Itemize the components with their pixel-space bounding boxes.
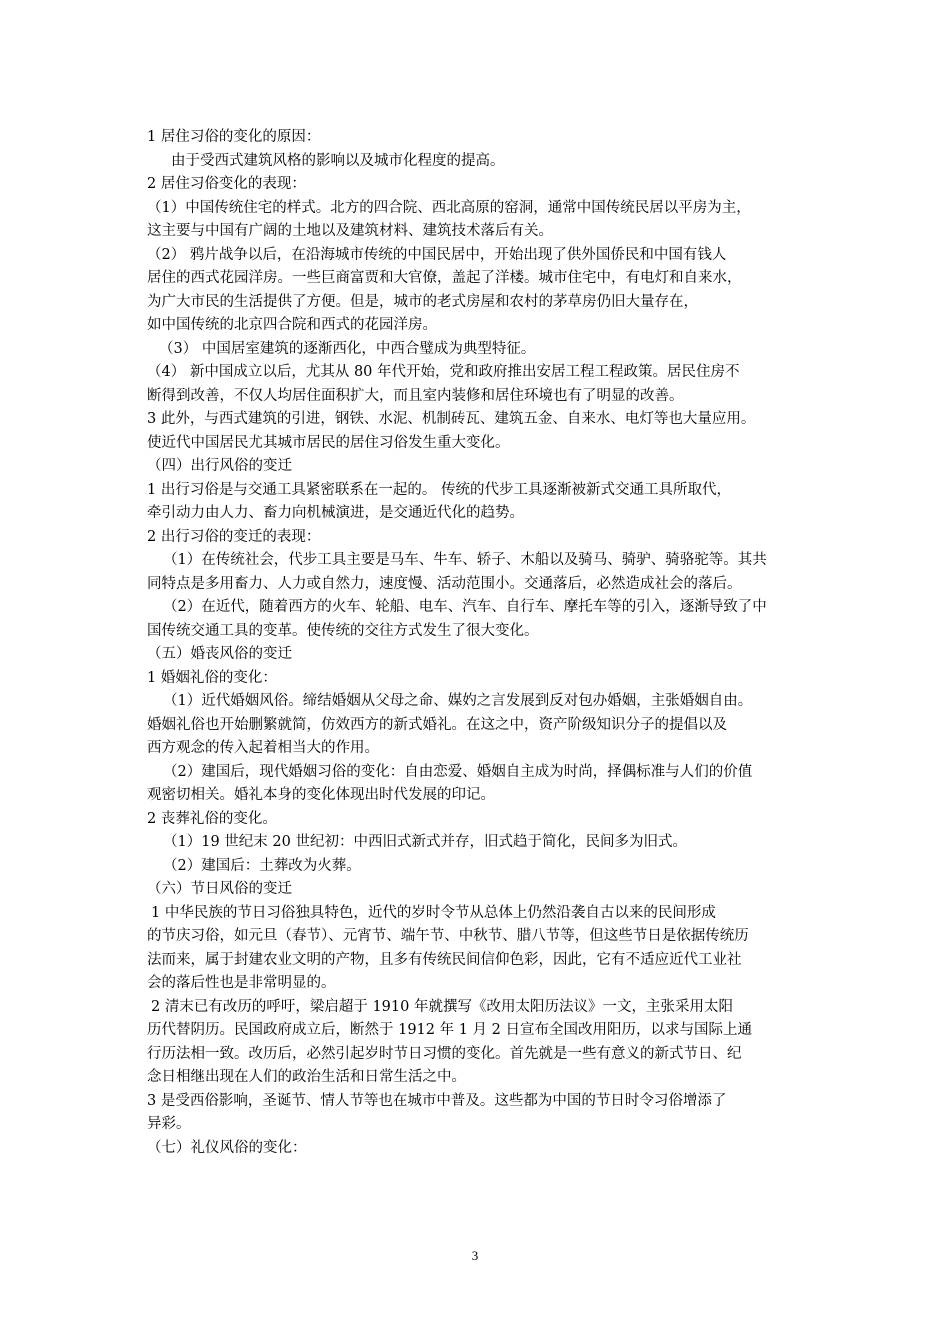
paragraph-line: 异彩。 xyxy=(147,1116,191,1132)
paragraph-line: 的节庆习俗，如元旦（春节）、元宵节、端午节、中秋节、腊八节等，但这些节日是依据传统历 xyxy=(147,928,749,944)
heading-line: 1 居住习俗的变化的原因： xyxy=(147,129,321,145)
paragraph-line: 1 中华民族的节日习俗独具特色，近代的岁时令节从总体上仍然沿袭自古以来的民间形成 xyxy=(151,904,716,921)
paragraph-line: 会的落后性也是非常明显的。 xyxy=(147,975,336,991)
paragraph-line: 国传统交通工具的变革。使传统的交往方式发生了很大变化。 xyxy=(147,622,539,639)
section-heading: （四）出行风俗的变迁 xyxy=(147,458,292,474)
paragraph-line: 牵引动力由人力、畜力向机械演进，是交通近代化的趋势。 xyxy=(147,505,524,521)
paragraph-line: （2）建国后，现代婚姻习俗的变化：自由恋爱、婚姻自主成为时尚，择偶标准与人们的价值 xyxy=(163,763,753,780)
paragraph-line: 1 出行习俗是与交通工具紧密联系在一起的。 传统的代步工具逐渐被新式交通工具所取代， xyxy=(147,481,731,498)
paragraph-line: 婚姻礼俗也开始删繁就简，仿效西方的新式婚礼。在这之中，资产阶级知识分子的提倡以及 xyxy=(147,716,727,733)
paragraph-line: （1）中国传统住宅的样式。北方的四合院、西北高原的窑洞，通常中国传统民居以平房为主， xyxy=(147,199,751,216)
paragraph-line: 同特点是多用畜力、人力或自然力，速度慢、活动范围小。交通落后，必然造成社会的落后。 xyxy=(147,575,742,592)
paragraph-line: 由于受西式建筑风格的影响以及城市化程度的提高。 xyxy=(171,152,505,169)
paragraph-line: 行历法相一致。改历后，必然引起岁时节日习惯的变化。首先就是一些有意义的新式节日、纪 xyxy=(147,1045,742,1062)
paragraph-line: （3） 中国居室建筑的逐渐西化，中西合璧成为典型特征。 xyxy=(159,340,536,357)
paragraph-line: 3 此外，与西式建筑的引进，钢铁、水泥、机制砖瓦、建筑五金、自来水、电灯等也大量应用。 xyxy=(147,411,756,427)
paragraph-line: 法而来，属于封建农业文明的产物，且多有传统民间信仰色彩，因此，它有不适应近代工业社 xyxy=(147,951,742,968)
paragraph-line: 为广大市民的生活提供了方便。但是，城市的老式房屋和农村的茅草房仍旧大量存在， xyxy=(147,293,698,310)
heading-line: 2 居住习俗变化的表现： xyxy=(147,176,306,192)
paragraph-line: （1）19 世纪末 20 世纪初：中西旧式新式并存，旧式趋于简化，民间多为旧式。 xyxy=(163,834,687,850)
heading-line: 2 丧葬礼俗的变化。 xyxy=(147,810,277,827)
paragraph-line: 使近代中国居民尤其城市居民的居住习俗发生重大变化。 xyxy=(147,434,510,451)
heading-line: 1 婚姻礼俗的变化： xyxy=(147,669,277,686)
paragraph-line: 这主要与中国有广阔的土地以及建筑材料、建筑技术落后有关。 xyxy=(147,223,553,239)
paragraph-line: （2）在近代，随着西方的火车、轮船、电车、汽车、自行车、摩托车等的引入，逐渐导致了中 xyxy=(163,599,767,615)
paragraph-line: 居住的西式花园洋房。一些巨商富贾和大官僚，盖起了洋楼。城市住宅中，有电灯和自来水， xyxy=(147,270,742,286)
paragraph-line: 西方观念的传入起着相当大的作用。 xyxy=(147,740,379,756)
paragraph-line: 断得到改善，不仅人均居住面积扩大，而且室内装修和居住环境也有了明显的改善。 xyxy=(147,387,684,404)
paragraph-line: 念日相继出现在人们的政治生活和日常生活之中。 xyxy=(147,1069,466,1085)
section-heading: （六）节日风俗的变迁 xyxy=(147,881,292,897)
page-number: 3 xyxy=(471,1248,479,1263)
paragraph-line: （4） 新中国成立以后，尤其从 80 年代开始，党和政府推出安居工程工程政策。居民住房不 xyxy=(147,364,740,380)
paragraph-line: （2）建国后：土葬改为火葬。 xyxy=(163,857,361,874)
paragraph-line: 3 是受西俗影响，圣诞节、情人节等也在城市中普及。这些都为中国的节日时令习俗增添了 xyxy=(147,1092,727,1109)
section-heading: （五）婚丧风俗的变迁 xyxy=(147,646,292,662)
paragraph-line: 观密切相关。婚礼本身的变化体现出时代发展的印记。 xyxy=(147,787,495,803)
paragraph-line: （1）近代婚姻风俗。缔结婚姻从父母之命、媒妁之言发展到反对包办婚姻，主张婚姻自由。 xyxy=(163,693,753,709)
heading-line: 2 出行习俗的变迁的表现： xyxy=(147,528,321,545)
paragraph-line: 2 清末已有改历的呼吁，梁启超于 1910 年就撰写《改用太阳历法议》一文，主张采用太阳 xyxy=(151,998,733,1015)
section-heading: （七）礼仪风俗的变化： xyxy=(147,1139,307,1156)
paragraph-line: 历代替阴历。民国政府成立后，断然于 1912 年 1 月 2 日宣布全国改用阳历，以求与国际上通 xyxy=(147,1022,753,1038)
paragraph-line: （1）在传统社会，代步工具主要是马车、牛车、轿子、木船以及骑马、骑驴、骑骆驼等。其共 xyxy=(163,552,767,568)
paragraph-line: 如中国传统的北京四合院和西式的花园洋房。 xyxy=(147,317,437,333)
page-body xyxy=(147,126,815,1160)
paragraph-line: （2） 鸦片战争以后，在沿海城市传统的中国民居中，开始出现了供外国侨民和中国有钱人 xyxy=(147,246,727,263)
